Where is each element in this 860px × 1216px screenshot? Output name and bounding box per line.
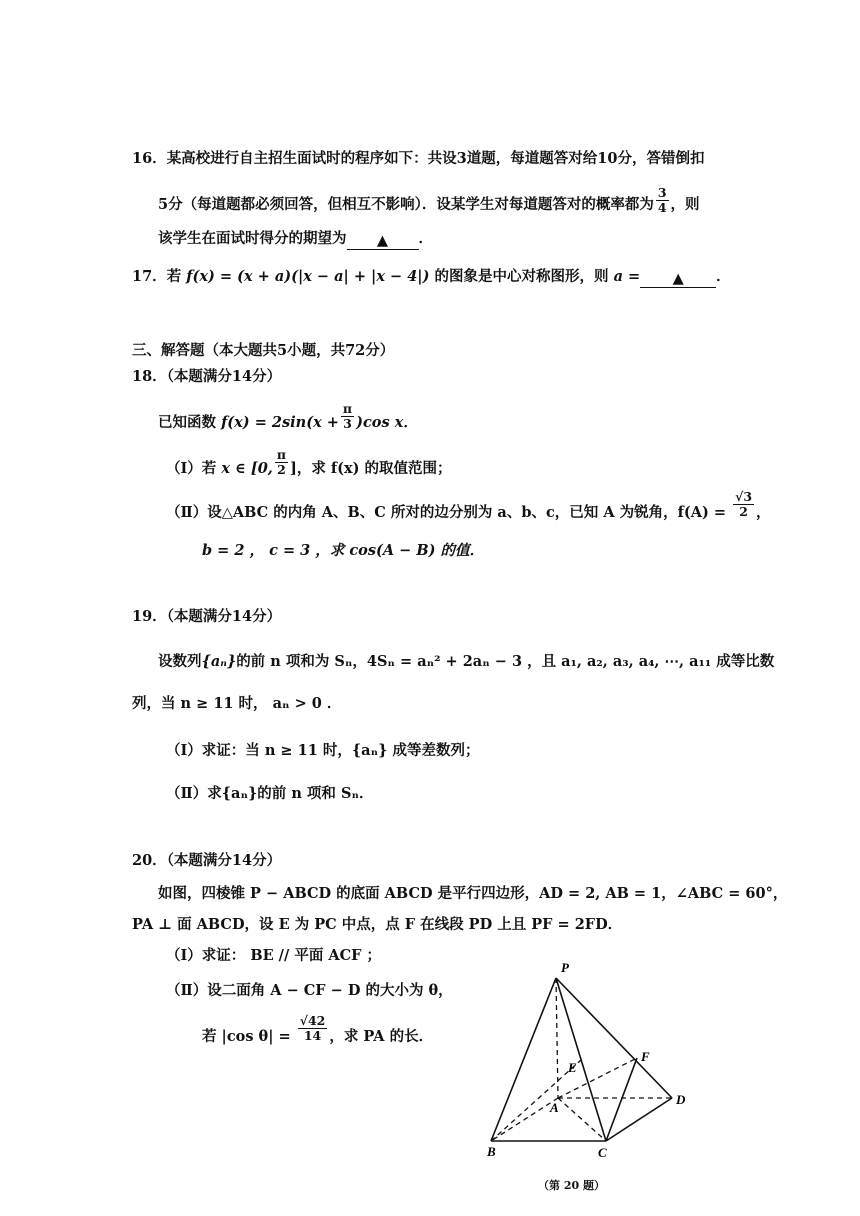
q19-line2: 列，当 n ≥ 11 时， aₙ > 0 ． [132,695,342,712]
q18-pi-over-3 [341,402,354,432]
q17-formula: f(x) = (x + a)(|x − a| + |x − 4|) [186,268,430,285]
q18-pi: π [342,401,353,416]
edge-PB [491,978,556,1141]
label-F: F [641,1049,650,1064]
q20-score: （本题满分14分） [166,852,282,869]
q20-line2: PA ⊥ 面 ABCD，设 E 为 PC 中点，点 F 在线段 PD 上且 PF = 2FD． [132,916,623,933]
q18-given-formula-b: )cos x． [356,413,418,431]
q18-p1-set: x ∈ [0, [221,459,273,477]
q18-pi-2: π [276,447,286,462]
edge-CF [606,1058,637,1141]
q17-pre: 若 [166,268,182,285]
q18-given-pre: 已知函数 [158,413,216,431]
q16-end: ． [418,230,433,247]
q16-frac-num: 3 [657,185,667,200]
label-D: D [676,1092,686,1107]
q16-line1 [132,152,704,167]
q18-p2-text: ABC 的内角 A、B、C 所对的边分别为 a、b、c，已知 A 为锐角，f(A) = [232,503,727,521]
q16-text-2a: 5分（每道题都必须回答，但相互不影响）．设某学生对每道题答对的概率都为 [158,195,654,213]
label-E: E [568,1060,577,1075]
edge-AB [491,1098,558,1141]
q20-fourteen: 14 [303,1028,322,1044]
edge-CD [606,1098,672,1141]
q18-part1 [166,448,452,478]
label-C: C [598,1145,607,1160]
figure-caption: （第 20 题） [538,1179,605,1192]
q20-header [132,854,281,869]
q20-part2-condition [202,1014,433,1044]
edge-PD [556,978,672,1098]
q18-header [132,370,281,385]
q16-number: 16． [132,150,167,167]
q20-number: 20． [132,852,167,869]
q18-number: 18． [132,368,167,385]
q18-part2-line2: b = 2 ， c = 3 ，求 cos(A − B) 的值． [202,542,485,559]
q18-three: 3 [343,416,352,432]
section-3-title: 三、解答题（本大题共5小题，共72分） [132,342,395,359]
q18-given [158,402,418,432]
q18-comma: ， [756,503,771,521]
q16-line3 [158,232,433,248]
q17-end: ． [716,268,731,285]
q16-text-2b: ，则 [670,195,700,213]
q17-line [132,270,731,286]
q20-part2: （Ⅱ）设二面角 A − CF − D 的大小为 θ， [166,982,453,999]
q19-number: 19． [132,608,167,625]
q19-part1: （Ⅰ）求证：当 n ≥ 11 时，{aₙ} 成等差数列； [166,742,480,759]
q19-an-set: {aₙ} [201,653,237,670]
edge-PA [556,978,558,1098]
q18-pi-over-2 [275,448,288,478]
q16-line2 [158,186,700,216]
q16-answer-blank: ▲ [347,234,419,250]
q20-line1: 如图，四棱锥 P − ABCD 的底面 ABCD 是平行四边形，AD = 2, AB = 1，∠ABC = 60°， [158,885,788,902]
q17-number: 17． [132,268,167,285]
q16-text-3: 该学生在面试时得分的期望为 [158,230,347,247]
q19-score: （本题满分14分） [166,608,282,625]
q18-p1-rest: ]，求 f(x) 的取值范围； [290,459,452,477]
q20-sqrt42: √42 [299,1013,326,1028]
q20-part1: （Ⅰ）求证： BE // 平面 ACF ； [166,947,382,964]
q18-sqrt3-over-2 [733,490,754,520]
q20-sqrt42-over-14 [298,1014,328,1044]
pyramid-figure [480,955,720,1165]
q19-line1 [158,655,774,670]
q16-frac-den: 4 [657,200,667,216]
q20-p3-pre: 若 |cos θ| = [202,1027,291,1045]
q18-given-formula-a: f(x) = 2sin(x + [221,413,339,431]
q19-header [132,610,281,625]
q18-p1-tag: （Ⅰ）若 [166,459,217,477]
q16-fraction [656,186,669,216]
q18-part2 [166,490,771,520]
q17-mid: 的图象是中心对称图形，则 [434,268,609,285]
edge-PC [556,978,606,1141]
q19-line1a: 设数列 [158,653,202,670]
q19-part2: （Ⅱ）求{aₙ}的前 n 项和 Sₙ． [166,785,374,802]
label-B: B [487,1144,496,1159]
q18-sqrt3: √3 [735,489,753,504]
q19-line1b: 的前 n 项和为 Sₙ，4Sₙ = aₙ² + 2aₙ − 3 ，且 a₁, a₂, a₃, a₄, ⋯, a₁₁ 成等比数 [236,653,775,670]
q20-p3-post: ，求 PA 的长． [329,1027,434,1045]
q17-answer-blank: ▲ [640,272,716,288]
q16-text-1: 某高校进行自主招生面试时的程序如下：共设3道题，每道题答对给10分，答错倒扣 [166,150,705,167]
q18-two-b: 2 [739,504,748,520]
q18-two: 2 [277,462,286,478]
label-A: A [550,1100,559,1115]
label-P: P [561,960,569,975]
q18-p2-tag: （Ⅱ）设△ [166,503,233,521]
q17-a-var: a = [613,268,641,285]
q18-score: （本题满分14分） [166,368,282,385]
